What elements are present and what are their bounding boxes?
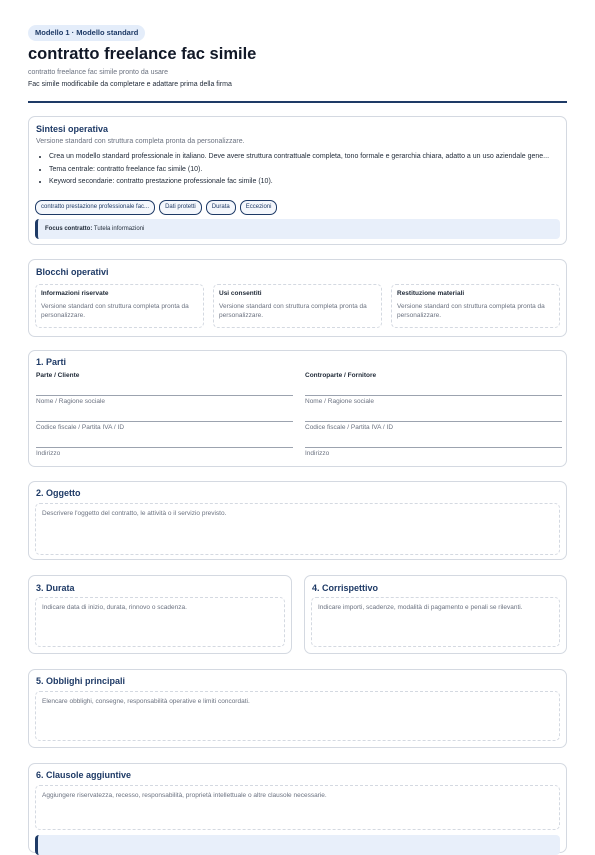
clauses-title: 6. Clausole aggiuntive (36, 770, 132, 780)
summary-bullet: • Tema centrale: contratto freelance fac simile (10). (49, 165, 569, 175)
obligations-title: 5. Obblighi principali (36, 676, 126, 686)
blocks-title: Blocchi operativi (36, 267, 109, 277)
obligations-card (28, 669, 567, 748)
client-id-label: Codice fiscale / Partita IVA / ID (36, 424, 125, 431)
payment-card (304, 575, 567, 654)
blocks-card (28, 259, 567, 337)
page-note: Fac simile modificabile da completare e adattare prima della firma (28, 81, 232, 88)
client-address-label: Indirizzo (36, 450, 61, 457)
client-id-line[interactable] (36, 421, 293, 422)
focus-label: Focus contratto: (45, 226, 93, 232)
parties-title: 1. Parti (36, 357, 67, 367)
focus-value: Tutela informazioni (93, 226, 145, 232)
summary-bullet: • Crea un modello standard professionale in italiano. Deve avere struttura contrattuale completa, tono formale e gerarchia chiara, adatto a un uso aziendale gene... (49, 152, 569, 162)
keyword-chip[interactable]: contratto prestazione professionale fac... (35, 200, 155, 215)
client-name-label: Nome / Ragione sociale (36, 398, 106, 405)
keyword-chips (35, 200, 277, 215)
summary-bullet-list (37, 152, 569, 190)
client-address-line[interactable] (36, 447, 293, 448)
supplier-id-line[interactable] (305, 421, 562, 422)
summary-card (28, 116, 567, 245)
obligations-placeholder: Elencare obblighi, consegne, responsabilità operative e limiti concordati. (42, 698, 250, 705)
payment-placeholder: Indicare importi, scadenze, modalità di pagamento e penali se rilevanti. (318, 604, 523, 611)
duration-placeholder: Indicare data di inizio, durata, rinnovo o scadenza. (42, 604, 187, 611)
supplier-name-line[interactable] (305, 395, 562, 396)
block-item-title: Restituzione materiali (397, 290, 465, 297)
template-badge: Modello 1 · Modello standard (28, 25, 145, 41)
block-item (35, 284, 204, 328)
duration-textarea[interactable] (35, 597, 285, 647)
supplier-address-line[interactable] (305, 447, 562, 448)
block-item (391, 284, 560, 328)
header-divider (28, 101, 567, 103)
keyword-chip[interactable]: Dati protetti (159, 200, 202, 215)
object-card (28, 481, 567, 560)
client-heading: Parte / Cliente (36, 372, 80, 379)
block-item-desc: Versione standard con struttura completa pronta da personalizzare. (41, 303, 189, 319)
supplier-address-label: Indirizzo (305, 450, 330, 457)
focus-callout (35, 219, 560, 239)
obligations-textarea[interactable] (35, 691, 560, 741)
client-name-line[interactable] (36, 395, 293, 396)
duration-card (28, 575, 292, 654)
block-item-desc: Versione standard con struttura completa pronta da personalizzare. (397, 303, 545, 319)
summary-bullet: • Keyword secondarie: contratto prestazione professionale fac simile (10). (49, 177, 569, 187)
object-textarea[interactable] (35, 503, 560, 555)
object-title: 2. Oggetto (36, 488, 81, 498)
duration-title: 3. Durata (36, 583, 75, 593)
page-title: contratto freelance fac simile (28, 45, 257, 63)
block-item-title: Informazioni riservate (41, 290, 109, 297)
payment-textarea[interactable] (311, 597, 560, 647)
block-item (213, 284, 382, 328)
supplier-id-label: Codice fiscale / Partita IVA / ID (305, 424, 394, 431)
summary-title: Sintesi operativa (36, 124, 109, 134)
page-subtitle: contratto freelance fac simile pronto da usare (28, 69, 169, 76)
block-item-title: Usi consentiti (219, 290, 262, 297)
clauses-textarea[interactable] (35, 785, 560, 830)
summary-subtitle: Versione standard con struttura completa pronta da personalizzare. (36, 138, 245, 145)
payment-title: 4. Corrispettivo (312, 583, 379, 593)
parties-card (28, 350, 567, 467)
supplier-name-label: Nome / Ragione sociale (305, 398, 375, 405)
supplier-heading: Controparte / Fornitore (305, 372, 377, 379)
object-placeholder: Descrivere l'oggetto del contratto, le attività o il servizio previsto. (42, 510, 227, 517)
block-item-desc: Versione standard con struttura completa pronta da personalizzare. (219, 303, 367, 319)
clauses-placeholder: Aggiungere riservatezza, recesso, responsabilità, proprietà intellettuale o altre clausole necessarie. (42, 792, 327, 799)
clauses-focus-callout (35, 835, 560, 855)
keyword-chip[interactable]: Durata (206, 200, 236, 215)
clauses-card (28, 763, 567, 853)
keyword-chip[interactable]: Eccezioni (240, 200, 278, 215)
